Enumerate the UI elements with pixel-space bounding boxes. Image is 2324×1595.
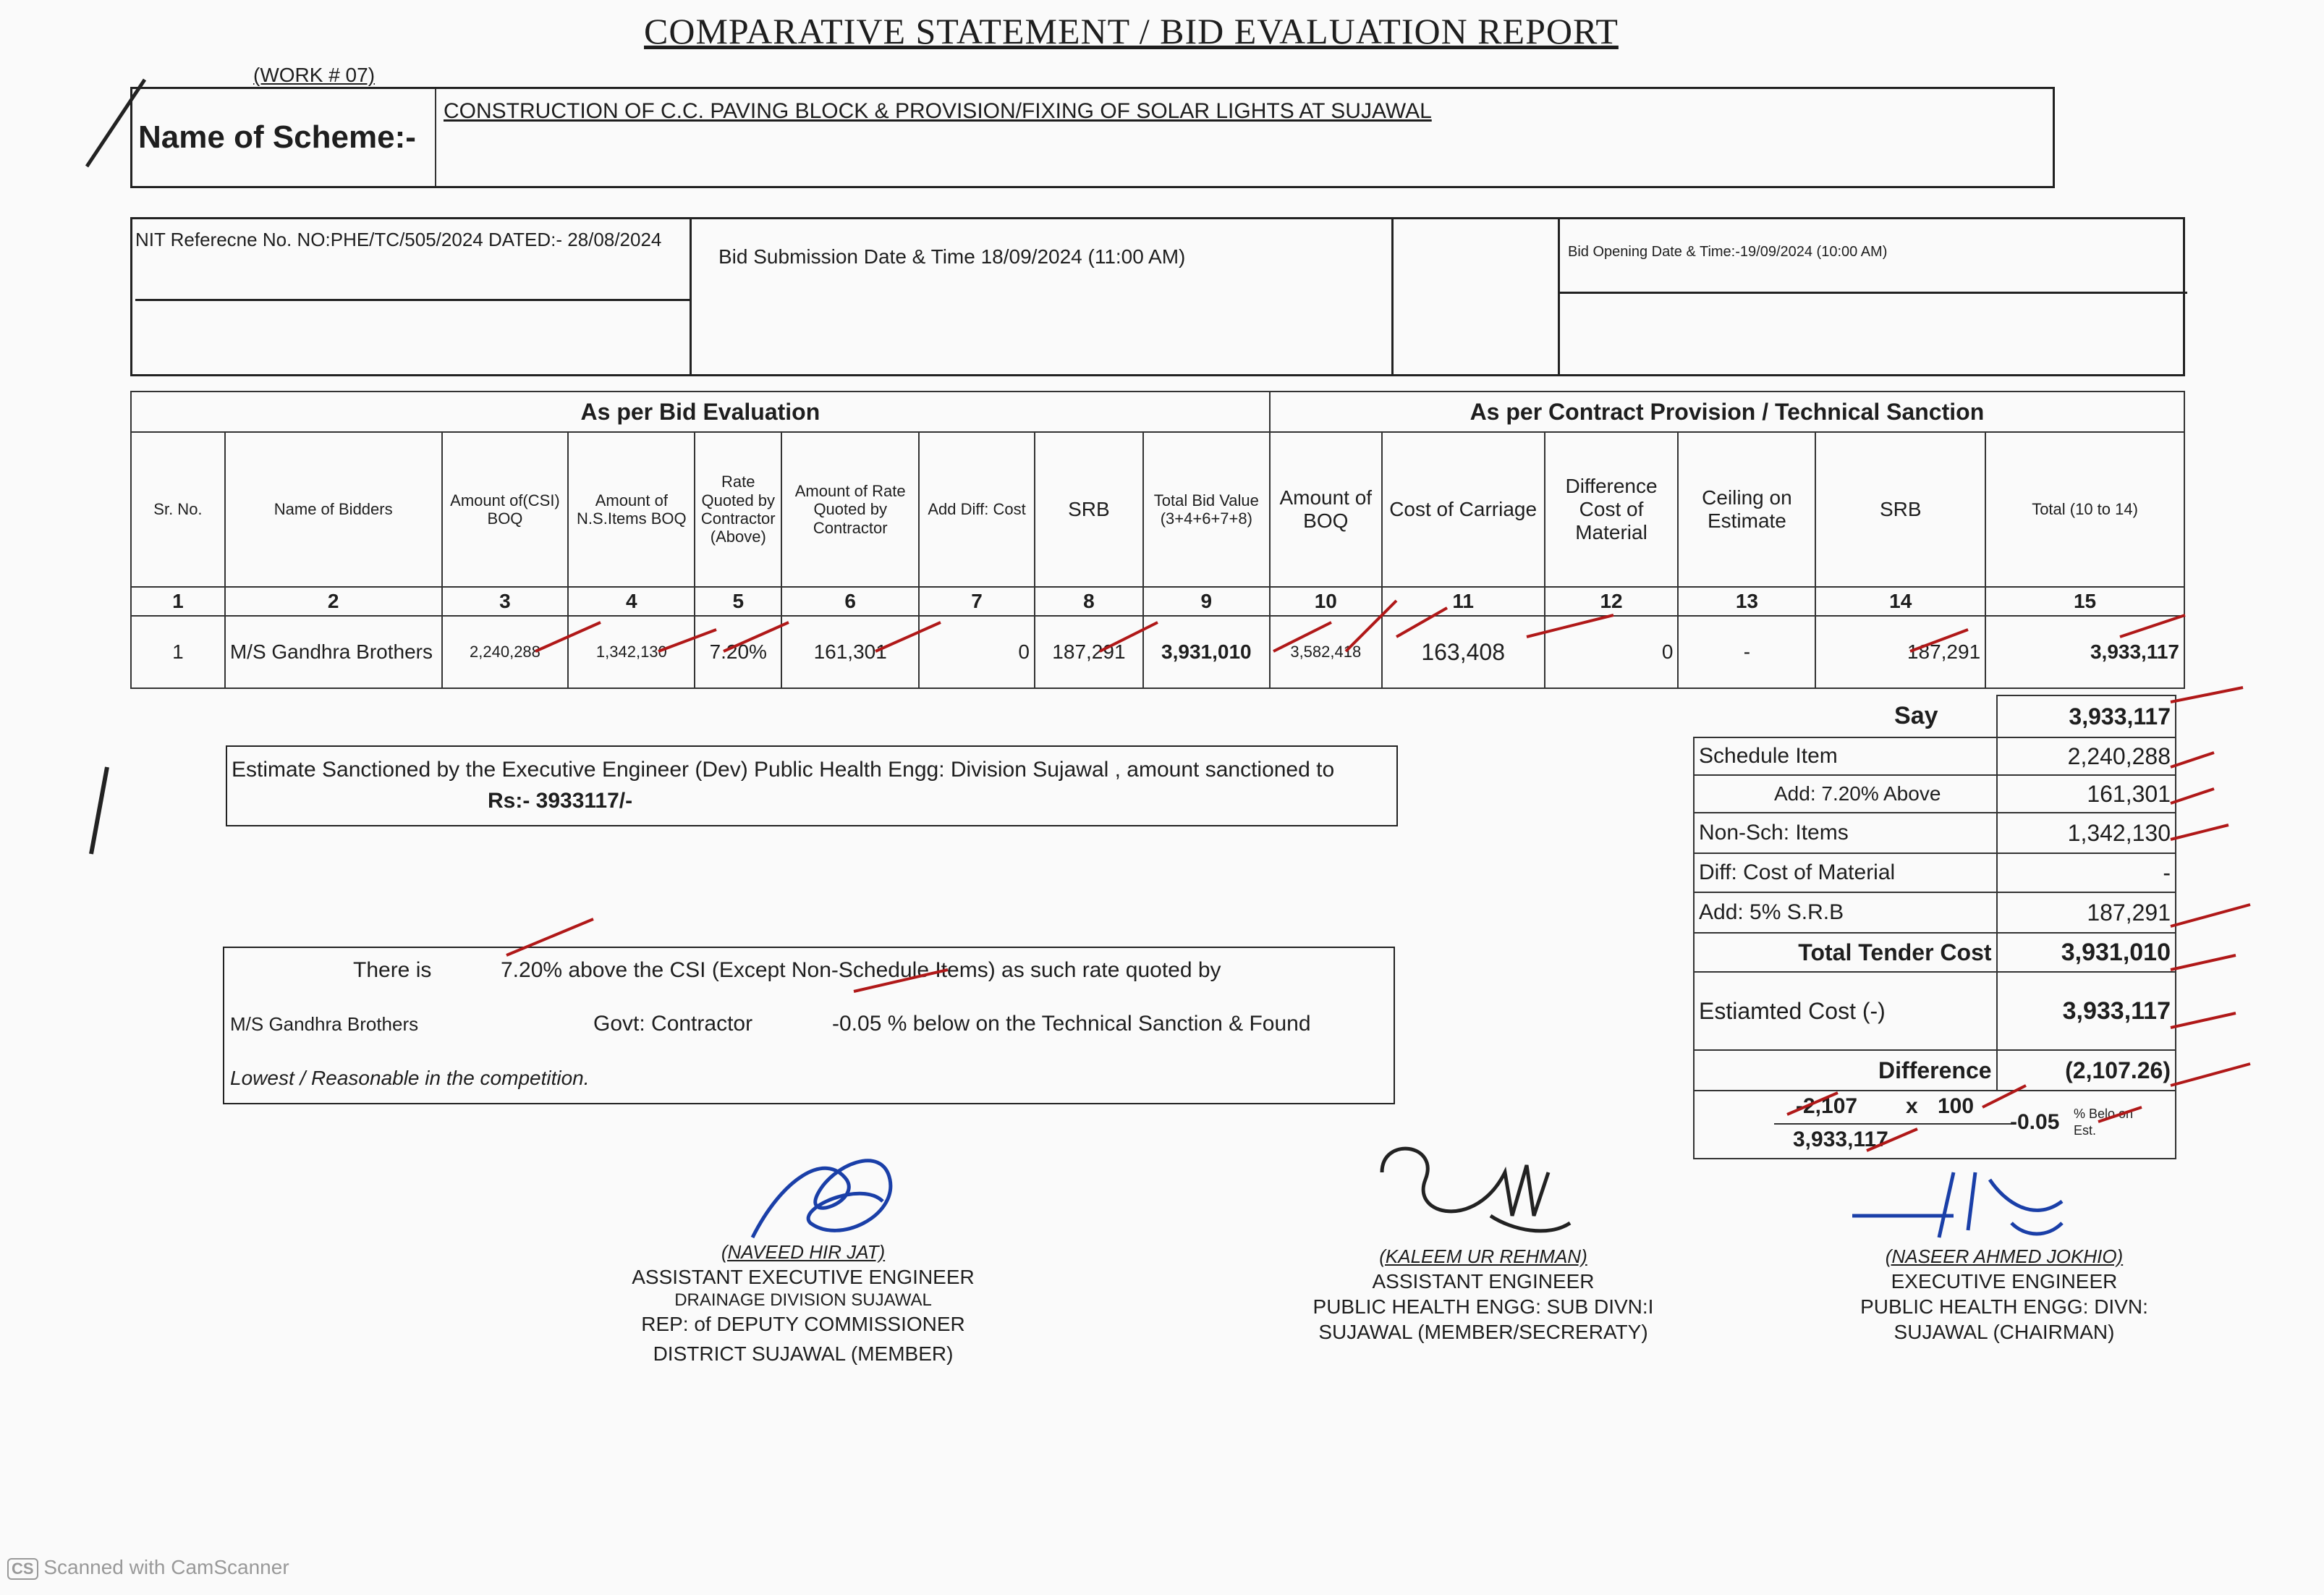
summary-value: 2,240,288 (1997, 737, 2176, 775)
table-cell: 3,933,117 (1985, 616, 2184, 688)
table-cell: 3,582,418 (1270, 616, 1382, 688)
estimate-amount: Rs:- 3933117/- (488, 789, 633, 813)
signatory-title: ASSISTANT ENGINEER (1372, 1269, 1595, 1292)
calc-result: -0.05 (2010, 1110, 2060, 1134)
col-number: 2 (225, 587, 442, 616)
signatory-name: (KALEEM UR REHMAN) (1379, 1245, 1587, 1267)
col-header: Difference Cost of Material (1545, 432, 1679, 587)
signatory-office: SUJAWAL (CHAIRMAN) (1893, 1320, 2115, 1343)
summary-label: Non-Sch: Items (1694, 813, 1997, 853)
col-header: Rate Quoted by Contractor (Above) (695, 432, 781, 587)
col-header: Add Diff: Cost (919, 432, 1035, 587)
col-header: SRB (1035, 432, 1143, 587)
remarks-line2: -0.05 % below on the Technical Sanction & Found (832, 1012, 1311, 1036)
signatory-3 (1809, 1245, 2200, 1345)
col-header: Name of Bidders (225, 432, 442, 587)
col-number: 7 (919, 587, 1035, 616)
col-header: Amount of Rate Quoted by Contractor (781, 432, 919, 587)
summary-label: Estiamted Cost (-) (1694, 972, 1997, 1050)
col-header: Amount of N.S.Items BOQ (568, 432, 695, 587)
signatory-title: ASSISTANT EXECUTIVE ENGINEER (632, 1265, 975, 1288)
calc-hundred: 100 (1938, 1094, 1975, 1118)
summary-value: (2,107.26) (1997, 1050, 2176, 1091)
col-number: 4 (568, 587, 695, 616)
calc-note: % Belo on Est. (2074, 1107, 2134, 1138)
summary-label: Total Tender Cost (1694, 933, 1997, 972)
col-number: 1 (131, 587, 225, 616)
table-cell: 3,931,010 (1143, 616, 1270, 688)
estimate-text: Estimate Sanctioned by the Executive Engineer (Dev) Public Health Engg: Division Sujawal , amount sanctioned to (232, 758, 1335, 782)
summary-value: 3,933,117 (1997, 972, 2176, 1050)
signature-jokhio (1845, 1158, 2077, 1252)
col-number: 9 (1143, 587, 1270, 616)
remarks-bidder: M/S Gandhra Brothers (230, 1013, 419, 1035)
signatory-office: DRAINAGE DIVISION SUJAWAL (674, 1290, 932, 1310)
calc-times: x (1906, 1094, 1918, 1118)
summary-value: 3,931,010 (1997, 933, 2176, 972)
signatory-office: DISTRICT SUJAWAL (MEMBER) (653, 1342, 954, 1365)
table-cell: 1 (131, 616, 225, 688)
col-number: 6 (781, 587, 919, 616)
col-number: 10 (1270, 587, 1382, 616)
col-header: Amount of BOQ (1270, 432, 1382, 587)
summary-label: Add: 7.20% Above (1694, 775, 1997, 813)
say-label: Say (1694, 695, 1997, 737)
camscanner-text: Scanned with CamScanner (43, 1556, 289, 1578)
table-cell: M/S Gandhra Brothers (225, 616, 442, 688)
summary-value: 161,301 (1997, 775, 2176, 813)
table-cell: 163,408 (1382, 616, 1545, 688)
group-header-contract: As per Contract Provision / Technical Sanction (1270, 392, 2184, 432)
summary-label: Diff: Cost of Material (1694, 853, 1997, 892)
signatory-title: EXECUTIVE ENGINEER (1891, 1269, 2118, 1292)
table-cell: 187,291 (1035, 616, 1143, 688)
col-header: Total Bid Value (3+4+6+7+8) (1143, 432, 1270, 587)
col-number: 11 (1382, 587, 1545, 616)
table-cell: 7.20% (695, 616, 781, 688)
scheme-value: CONSTRUCTION OF C.C. PAVING BLOCK & PROVISION/FIXING OF SOLAR LIGHTS AT SUJAWAL (444, 99, 1432, 123)
calc-denominator: 3,933,117 (1793, 1128, 1888, 1151)
col-header: Total (10 to 14) (1985, 432, 2184, 587)
col-header: Ceiling on Estimate (1678, 432, 1815, 587)
remarks-line1: 7.20% above the CSI (Except Non-Schedule Items) as such rate quoted by (501, 958, 1221, 982)
nit-reference: NIT Referecne No. NO:PHE/TC/505/2024 DATED:- 28/08/2024 (135, 229, 662, 250)
remarks-contractor: Govt: Contractor (593, 1012, 753, 1036)
signatory-name: (NASEER AHMED JOKHIO) (1885, 1245, 2124, 1267)
table-cell: 0 (919, 616, 1035, 688)
calc-numerator: -2,107 (1796, 1094, 1858, 1118)
remarks-line3: Lowest / Reasonable in the competition. (230, 1067, 590, 1089)
col-header: Amount of(CSI) BOQ (442, 432, 569, 587)
col-number: 3 (442, 587, 569, 616)
summary-value: 187,291 (1997, 892, 2176, 933)
table-cell: - (1678, 616, 1815, 688)
col-number: 13 (1678, 587, 1815, 616)
signatory-office: REP: of DEPUTY COMMISSIONER (641, 1312, 965, 1335)
work-number: (WORK # 07) (253, 64, 376, 86)
signatory-name: (NAVEED HIR JAT) (721, 1241, 886, 1263)
scheme-label: Name of Scheme:- (132, 89, 436, 186)
table-cell: 0 (1545, 616, 1679, 688)
table-cell: 1,342,130 (568, 616, 695, 688)
table-cell: 161,301 (781, 616, 919, 688)
signature-rehman (1375, 1129, 1577, 1252)
col-number: 15 (1985, 587, 2184, 616)
col-header: Cost of Carriage (1382, 432, 1545, 587)
summary-label: Schedule Item (1694, 737, 1997, 775)
col-number: 12 (1545, 587, 1679, 616)
signatory-office: PUBLIC HEALTH ENGG: SUB DIVN:I (1312, 1295, 1654, 1318)
nit-submission: Bid Submission Date & Time 18/09/2024 (11:00 AM) (718, 245, 1186, 268)
summary-label: Add: 5% S.R.B (1694, 892, 1997, 933)
summary-label: Difference (1694, 1050, 1997, 1091)
col-number: 8 (1035, 587, 1143, 616)
report-title: COMPARATIVE STATEMENT / BID EVALUATION REPORT (644, 11, 1619, 51)
say-value: 3,933,117 (1997, 695, 2176, 737)
summary-value: - (1997, 853, 2176, 892)
remarks-there-is: There is (353, 958, 432, 982)
signatory-1 (593, 1240, 1013, 1366)
col-header: Sr. No. (131, 432, 225, 587)
summary-value: 1,342,130 (1997, 813, 2176, 853)
nit-opening: Bid Opening Date & Time:-19/09/2024 (10:00 AM) (1568, 244, 1888, 260)
signatory-2 (1259, 1245, 1708, 1345)
col-number: 5 (695, 587, 781, 616)
col-number: 14 (1815, 587, 1985, 616)
group-header-bid: As per Bid Evaluation (131, 392, 1270, 432)
signatory-office: PUBLIC HEALTH ENGG: DIVN: (1860, 1295, 2148, 1318)
camscanner-footer (7, 1556, 289, 1580)
signatory-office: SUJAWAL (MEMBER/SECRERATY) (1318, 1320, 1648, 1343)
camscanner-logo-icon: CS (7, 1558, 38, 1580)
table-cell: 187,291 (1815, 616, 1985, 688)
col-header: SRB (1815, 432, 1985, 587)
table-cell: 2,240,288 (442, 616, 569, 688)
